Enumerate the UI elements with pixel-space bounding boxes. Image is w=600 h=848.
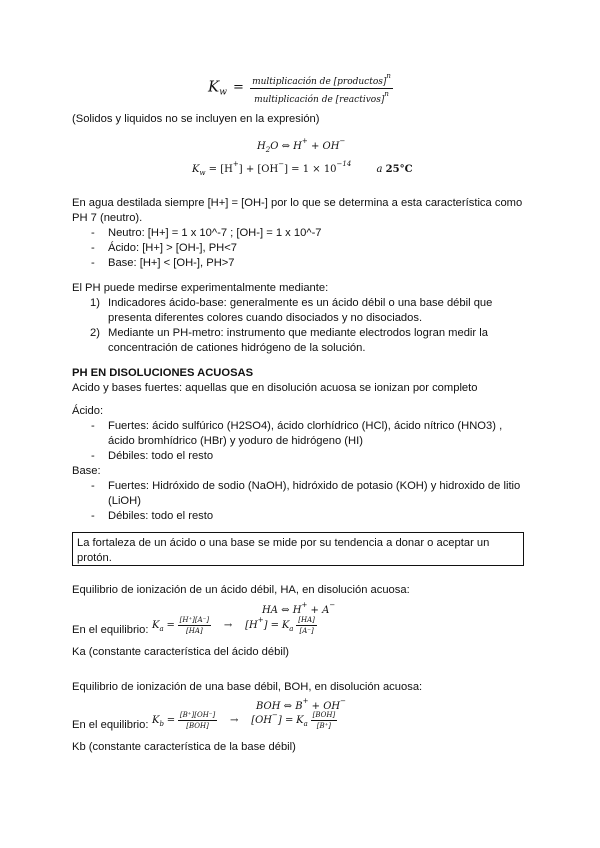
kw-den-exponent: n — [384, 90, 389, 98]
list-item-acid: Ácido: [H+] > [OH-], PH<7 — [108, 242, 238, 254]
ka-rnum: [HA] — [298, 616, 315, 624]
kw-general-equation: $K_w$ = $\frac{multiplicación de [productos]^n}{multiplicación de [reactivos]^n}$ — [208, 72, 391, 105]
kb-note: Kb (constante característica de la base débil) — [72, 741, 296, 753]
method-number: 1) — [90, 297, 100, 309]
base-eq-label: En el equilibrio: — [72, 719, 149, 731]
note-solids: (Solidos y liquidos no se incluyen en la expresión) — [72, 113, 320, 125]
kb-rk: K — [296, 715, 304, 727]
kwv-part1: = [H — [208, 164, 233, 175]
kwv-temp: 25°C — [385, 164, 413, 175]
kb-den: [BOH] — [186, 722, 209, 730]
kb-fraction — [178, 711, 217, 730]
base-equation: BOH ⇔ B+ + OH− — [256, 697, 347, 712]
acid-arrow: ⇔ — [281, 605, 290, 616]
ka-lhs-end: ] = — [263, 620, 280, 632]
list-dash: - — [91, 242, 95, 254]
ka-lhs-sup: + — [257, 616, 264, 625]
method-line: presenta diferentes colores cuando disociados y no disociados. — [108, 312, 423, 324]
base-oh: OH — [323, 701, 341, 712]
ka-rfraction — [296, 616, 317, 635]
box-line1: La fortaleza de un ácido o una base se mide por su tendencia a donar o aceptar un — [77, 537, 490, 549]
kw-num-exponent: n — [386, 72, 391, 80]
kb-arrow: → — [230, 715, 239, 727]
water-equation — [257, 137, 345, 154]
base-b: B — [295, 701, 303, 712]
ka-rk: K — [281, 620, 290, 632]
acid-weak: Débiles: todo el resto — [108, 450, 214, 462]
kwv-w: w — [199, 169, 206, 177]
base-label: Base: — [72, 465, 101, 477]
ka-arrow: → — [223, 620, 233, 632]
kb-ra: a — [303, 720, 308, 729]
base-strong-line2: (LiOH) — [108, 495, 141, 507]
ka-num: [H⁺][A⁻] — [179, 616, 210, 624]
kw-fraction — [250, 72, 393, 105]
method-line: Indicadores ácido-base: generalmente es un ácido débil o una base débil que — [108, 297, 493, 309]
ka-ra: a — [289, 625, 294, 634]
kwv-exponent: −14 — [336, 160, 352, 168]
ka-a: a — [159, 625, 164, 634]
kb-lhs-end: ] = — [277, 715, 294, 727]
water-sub2: 2 — [265, 146, 271, 154]
acid-a-charge: − — [329, 601, 336, 609]
list-dash: - — [91, 257, 95, 269]
water-o: O — [270, 141, 279, 152]
kb-expression: $K_b$ = $\frac{[B^+][OH^-]}{\text{[BOH]}}$ → $[OH^-] = K_a$ $\frac{\text{[BOH]}}{[B^+]}$ — [152, 711, 336, 730]
method-number: 2) — [90, 327, 100, 339]
kwv-at: a — [376, 164, 383, 175]
ka-lhs: [H — [245, 620, 258, 632]
kw-value-equation — [192, 160, 413, 177]
ka-rden: [A⁻] — [299, 627, 314, 635]
kb-num: [B⁺][OH⁻] — [179, 711, 216, 719]
water-oh-charge: − — [339, 137, 346, 145]
kwv-minus: − — [278, 160, 285, 168]
strong-definition: Acido y bases fuertes: aquellas que en disolución acuosa se ionizan por completo — [72, 382, 478, 394]
section-title: PH EN DISOLUCIONES ACUOSAS — [72, 367, 254, 379]
kw-subscript: w — [219, 87, 227, 98]
method-line: Mediante un PH-metro: instrumento que mediante electrodos logran medir la — [108, 327, 488, 339]
water-arrow: ⇔ — [281, 141, 290, 152]
base-boh: BOH — [256, 701, 281, 712]
base-b-charge: + — [302, 697, 309, 705]
para-measure: El PH puede medirse experimentalmente mediante: — [72, 282, 329, 294]
acid-a: A — [322, 605, 330, 616]
base-eq-intro: Equilibrio de ionización de una base débil, BOH, en disolución acuosa: — [72, 681, 423, 693]
acid-h: H — [292, 605, 302, 616]
kb-b: b — [159, 720, 164, 729]
ka-den: [HA] — [186, 627, 203, 635]
method-line: concentración de cationes hidrógeno de la solución. — [108, 342, 366, 354]
kwv-k: K — [192, 164, 200, 175]
acid-label: Ácido: — [72, 405, 104, 417]
kwv-part2: ] + [OH — [238, 164, 279, 175]
kb-lhs-sup: − — [272, 711, 278, 720]
acid-strong-line2: ácido bromhídrico (HBr) y yoduro de hidrógeno (HI) — [108, 435, 363, 447]
para-distilled-line1: En agua destilada siempre [H+] = [OH-] por lo que se determina a esta característica como — [72, 197, 523, 209]
water-h-ion: H — [293, 141, 302, 152]
ka-note: Ka (constante característica del ácido débil) — [72, 646, 290, 658]
para-distilled-line2: PH 7 (neutro). — [72, 212, 143, 224]
ka-expression: $K_a$ = $\frac{[H^+][A^-]}{[HA]}$ → $[H^+] = K_a$ $\frac{[HA]}{[A^-]}$ — [152, 616, 315, 635]
list-dash: - — [91, 510, 95, 522]
water-plus: + — [310, 141, 320, 152]
kb-rden: [B⁺] — [316, 722, 332, 730]
kwv-plus: + — [232, 160, 239, 168]
list-dash: - — [91, 227, 95, 239]
list-item-neutral: Neutro: [H+] = 1 x 10^-7 ; [OH-] = 1 x 10^-7 — [108, 227, 322, 239]
acid-ha: HA — [262, 605, 278, 616]
kb-rnum: [BOH] — [312, 711, 336, 719]
kw-numerator: multiplicación de [productos] — [252, 77, 387, 87]
kwv-part3: ] = 1 × 10 — [284, 164, 337, 175]
base-weak: Débiles: todo el resto — [108, 510, 214, 522]
kw-denominator: multiplicación de [reactivos] — [254, 95, 385, 105]
list-dash: - — [91, 420, 95, 432]
list-item-base: Base: [H+] < [OH-], PH>7 — [108, 257, 235, 269]
acid-eq-label: En el equilibrio: — [72, 624, 149, 636]
water-h-charge: + — [301, 137, 308, 145]
water-oh-ion: OH — [322, 141, 340, 152]
box-line2: protón. — [77, 552, 112, 564]
acid-equation: HA ⇔ H+ + A− — [262, 601, 336, 616]
acid-eq-intro: Equilibrio de ionización de un ácido débil, HA, en disolución acuosa: — [72, 584, 410, 596]
kb-k: K — [152, 715, 160, 727]
acid-strong-line1: Fuertes: ácido sulfúrico (H2SO4), ácido clorhídrico (HCl), ácido nítrico (HNO3) , — [108, 420, 503, 432]
list-dash: - — [91, 450, 95, 462]
ka-fraction — [178, 616, 211, 635]
base-arrow: ⇔ — [283, 701, 293, 712]
ka-k: K — [152, 620, 160, 632]
acid-h-charge: + — [301, 601, 308, 609]
list-dash: - — [91, 480, 95, 492]
base-strong-line1: Fuertes: Hidróxido de sodio (NaOH), hidróxido de potasio (KOH) y hidroxido de litio — [108, 480, 521, 492]
kw-symbol: K — [208, 77, 220, 96]
water-h: H — [257, 141, 266, 152]
kb-lhs: [OH — [251, 715, 273, 727]
kb-rfraction — [311, 711, 338, 730]
base-oh-charge: − — [340, 697, 347, 705]
